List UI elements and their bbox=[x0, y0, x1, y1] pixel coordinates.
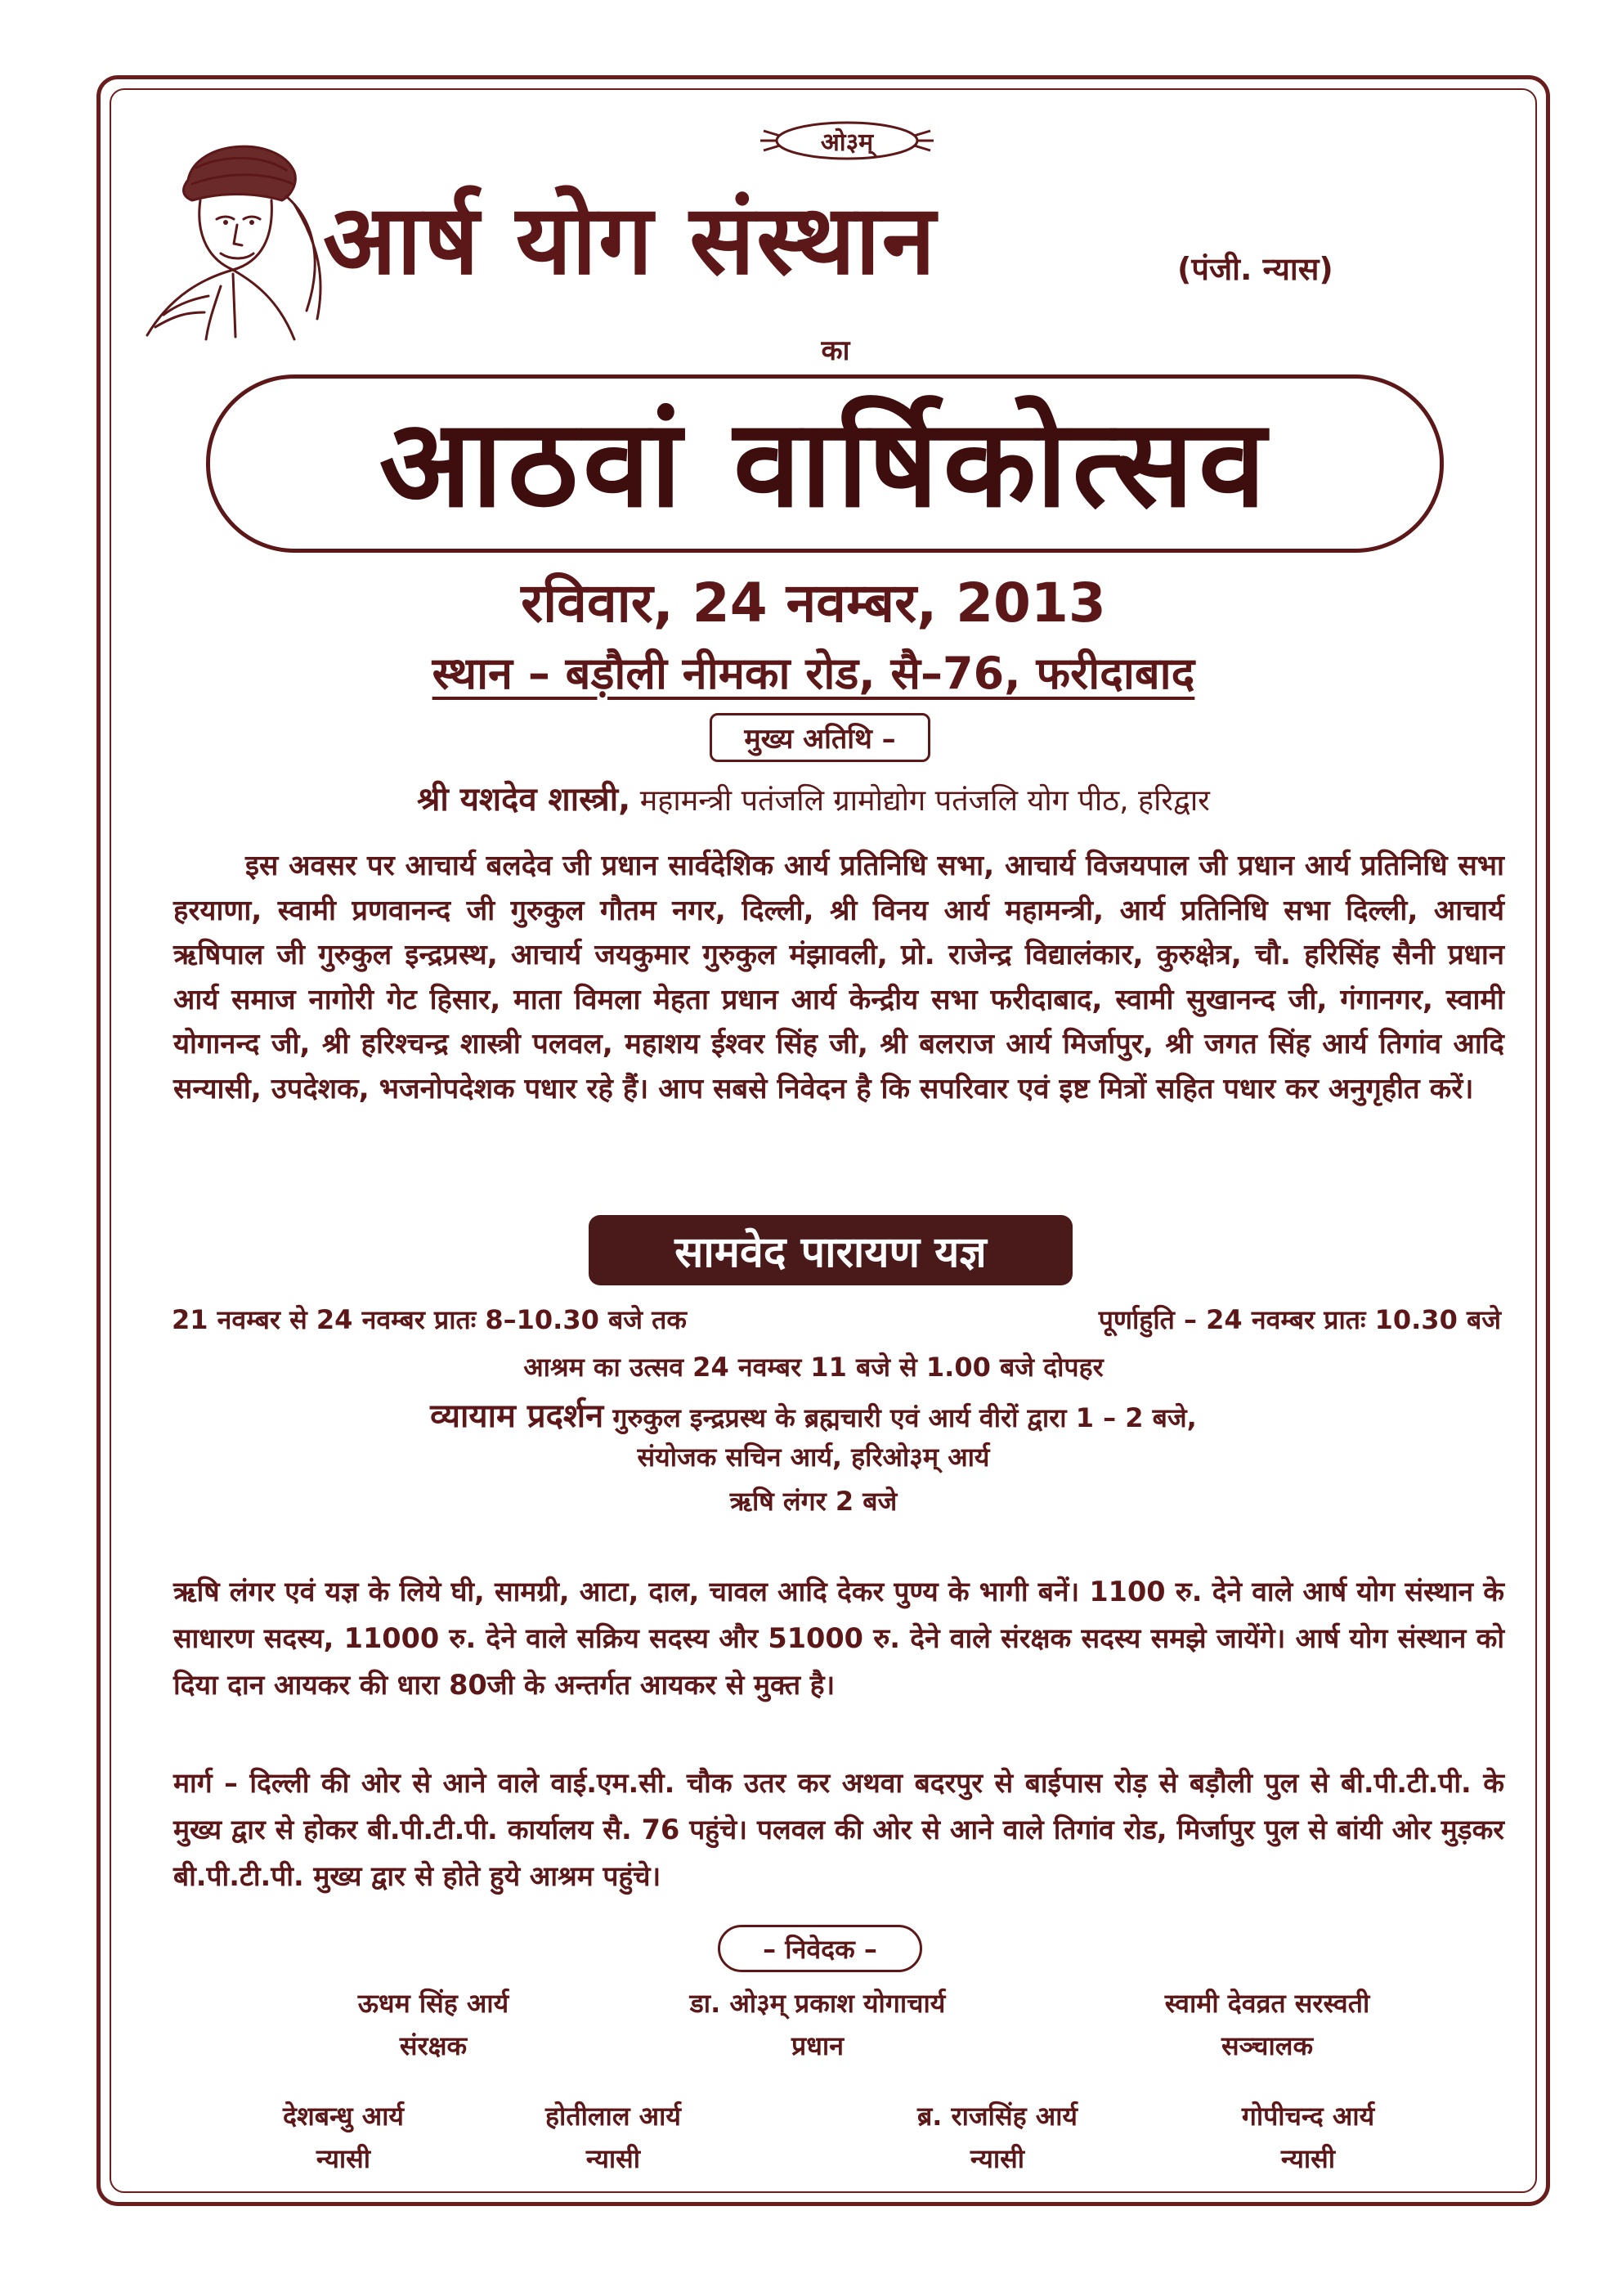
festival-timing: आश्रम का उत्सव 24 नवम्बर 11 बजे से 1.00 बजे दोपहर bbox=[523, 1352, 1104, 1383]
signatory-name: गोपीचन्द आर्य bbox=[1241, 2101, 1375, 2132]
langar-timing: ऋषि लंगर 2 बजे bbox=[729, 1486, 898, 1517]
signatory bbox=[1096, 1982, 1439, 2067]
yajna-schedule-right: पूर्णाहुति – 24 नवम्बर प्रातः 10.30 बजे bbox=[1098, 1304, 1501, 1335]
donation-paragraph: ऋषि लंगर एवं यज्ञ के लिये घी, सामग्री, आटा, दाल, चावल आदि देकर पुण्य के भागी बनें। 1100 रु. देने वाले आर्ष योग संस्थान के साधारण सदस्य, 11000 रु. देने वाले सक्रिय सदस्य और 51000 रु. देने वाले संरक्षक सदस्य समझे जायेंगे। आर्ष योग संस्थान को दिया दान आयकर की धारा 80जी के अन्तर्गत आयकर से मुक्त है। bbox=[173, 1576, 1504, 1701]
signatory-name: ऊधम सिंह आर्य bbox=[357, 1988, 509, 2019]
signatory bbox=[278, 1982, 589, 2067]
signatory bbox=[1177, 2095, 1439, 2180]
nivedak-label: – निवेदक – bbox=[718, 1925, 922, 1972]
founder-portrait bbox=[131, 123, 335, 343]
signatory-role: प्रधान bbox=[791, 2030, 844, 2061]
signatory bbox=[482, 2095, 744, 2180]
signatory-name: ब्र. राजसिंह आर्य bbox=[916, 2101, 1078, 2132]
signatory-role: न्यासी bbox=[585, 2143, 641, 2174]
chief-guest-title: महामन्त्री पतंजलि ग्रामोद्योग पतंजलि योग पीठ, हरिद्वार bbox=[639, 784, 1210, 818]
event-venue-text: स्थान – बड़ौली नीमका रोड, सै–76, फरीदाबाद bbox=[432, 648, 1195, 699]
signatory bbox=[621, 1982, 1014, 2067]
event-venue bbox=[164, 641, 1463, 702]
invitation-paragraph-text: इस अवसर पर आचार्य बलदेव जी प्रधान सार्वदेशिक आर्य प्रतिनिधि सभा, आचार्य विजयपाल जी प्रधान आर्य प्रतिनिधि सभा हरयाणा, स्वामी प्रणवानन्द जी गुरुकुल गौतम नगर, दिल्ली, श्री विनय आर्य महामन्त्री, आर्य प्रतिनिधि सभा दिल्ली, आचार्य ऋषिपाल जी गुरुकुल इन्द्रप्रस्थ, आचार्य जयकुमार गुरुकुल मंझावली, प्रो. राजेन्द्र विद्यालंकार, कुरुक्षेत्र, चौ. हरिसिंह सैनी प्रधान आर्य समाज नागोरी गेट हिसार, माता विमला मेहता प्रधान आर्य केन्द्रीय सभा फरीदाबाद, स्वामी सुखानन्द जी, गंगानगर, स्वामी योगानन्द जी, श्री हरिश्चन्द्र शास्त्री पलवल, महाशय ईश्वर सिंह जी, श्री बलराज आर्य मिर्जापुर, श्री जगत सिंह आर्य तिगांव आदि सन्यासी, उपदेशक, भजनोपदेशक पधार रहे हैं। आप सबसे निवेदन है कि सपरिवार एवं इष्ट मित्रों सहित पधार कर अनुगृहीत करें। bbox=[173, 850, 1504, 1105]
event-date: रविवार, 24 नवम्बर, 2013 bbox=[521, 572, 1106, 635]
exercise-demo-detail: गुरुकुल इन्द्रप्रस्थ के ब्रह्मचारी एवं आर्य वीरों द्वारा 1 – 2 बजे, bbox=[612, 1402, 1197, 1433]
coordinator-line: संयोजक सचिन आर्य, हरिओ३म् आर्य bbox=[637, 1442, 990, 1473]
yajna-schedule-left: 21 नवम्बर से 24 नवम्बर प्रातः 8–10.30 बजे तक bbox=[172, 1304, 687, 1335]
signatory-role: न्यासी bbox=[1280, 2143, 1336, 2174]
annual-festival-banner bbox=[206, 374, 1444, 553]
om-text: ओ३म् bbox=[820, 128, 874, 157]
organization-title: आर्ष योग संस्थान bbox=[323, 183, 938, 296]
yajna-title-badge: सामवेद पारायण यज्ञ bbox=[589, 1215, 1073, 1285]
signatory-role: न्यासी bbox=[970, 2143, 1025, 2174]
chief-guest-name: श्री यशदेव शास्त्री, bbox=[417, 781, 631, 818]
signatory-role: संरक्षक bbox=[399, 2030, 468, 2061]
chief-guest-line bbox=[164, 775, 1463, 820]
annual-festival-title: आठवां वार्षिकोत्सव bbox=[379, 393, 1271, 534]
signatory-name: डा. ओ३म् प्रकाश योगाचार्य bbox=[689, 1988, 946, 2019]
registration-note: (पंजी. न्यास) bbox=[1177, 251, 1333, 287]
signatory-name: देशबन्धु आर्य bbox=[283, 2101, 404, 2132]
connector-ka: का bbox=[821, 334, 850, 367]
signatory-role: न्यासी bbox=[316, 2143, 371, 2174]
route-paragraph: मार्ग – दिल्ली की ओर से आने वाले वाई.एम.सी. चौक उतर कर अथवा बदरपुर से बाईपास रोड़ से बड़ौली पुल से बी.पी.टी.पी. के मुख्य द्वार से होकर बी.पी.टी.पी. कार्यालय सै. 76 पहुंचे। पलवल की ओर से आने वाले तिगांव रोड, मिर्जापुर पुल से बांयी ओर मुड़कर बी.पी.टी.पी. मुख्य द्वार से होते हुये आश्रम पहुंचे। bbox=[173, 1767, 1504, 1892]
signatory bbox=[867, 2095, 1128, 2180]
signatory bbox=[213, 2095, 474, 2180]
invitation-paragraph bbox=[173, 844, 1504, 1111]
signatory-name: होतीलाल आर्य bbox=[545, 2101, 681, 2132]
exercise-demo-line bbox=[164, 1392, 1463, 1437]
signatory-name: स्वामी देवव्रत सरस्वती bbox=[1164, 1988, 1370, 2019]
exercise-demo-label: व्यायाम प्रदर्शन bbox=[430, 1397, 604, 1435]
chief-guest-label: मुख्य अतिथि – bbox=[710, 713, 930, 762]
om-badge bbox=[752, 116, 942, 165]
signatory-role: सञ्चालक bbox=[1221, 2030, 1314, 2061]
